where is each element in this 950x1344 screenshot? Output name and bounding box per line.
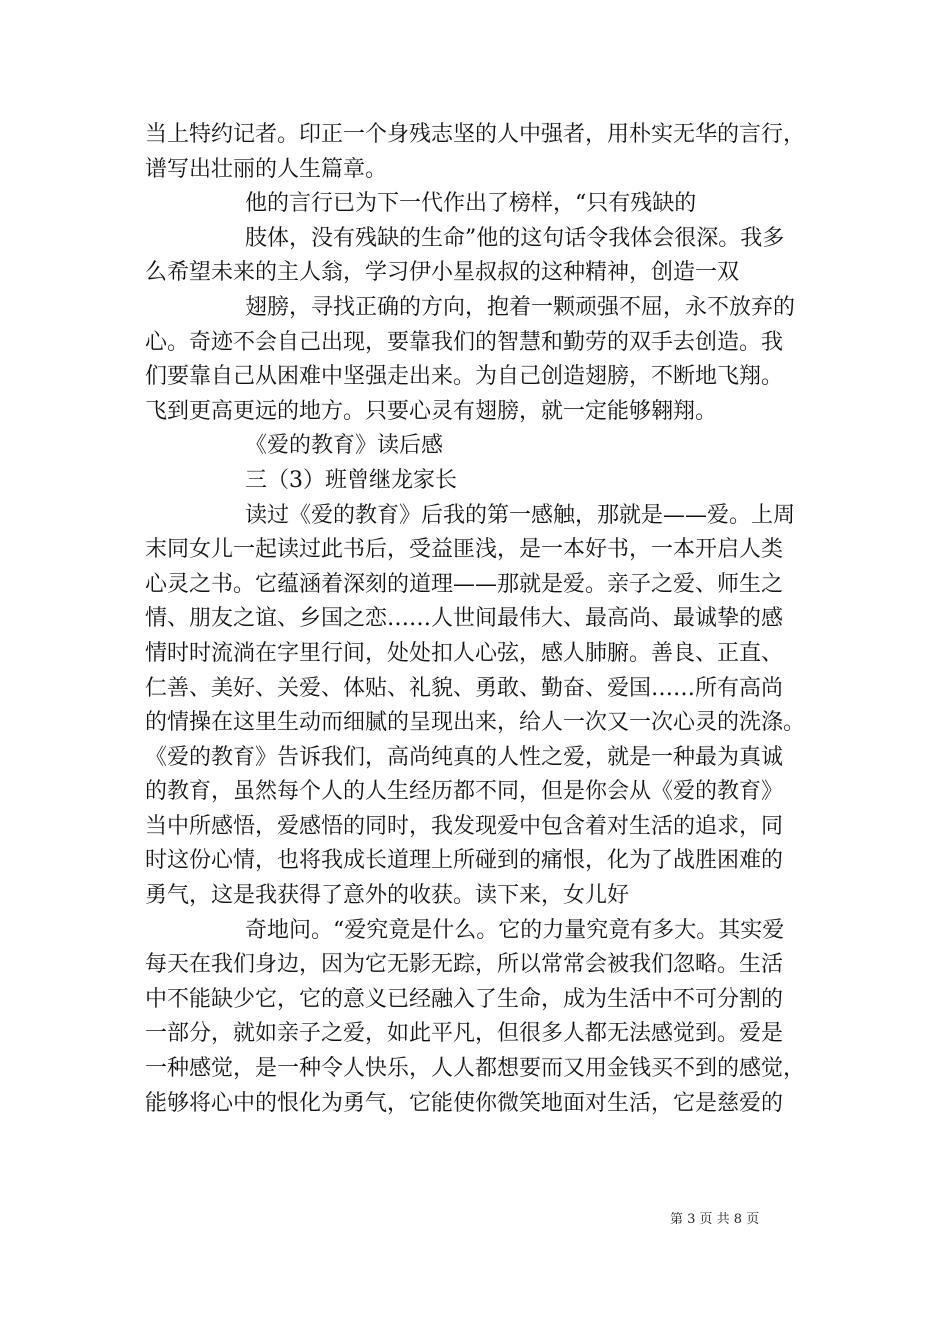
text-line: 勇气，这是我获得了意外的收获。读下来，女儿好 — [145, 883, 630, 909]
text-line: 当中所感悟，爱感悟的同时，我发现爱中包含着对生活的追求，同 — [145, 813, 784, 839]
text-line: 时这份心情，也将我成长道理上所碰到的痛恨，化为了战胜困难的 — [145, 848, 784, 874]
text-line: 心。奇迹不会自己出现，要靠我们的智慧和勤劳的双手去创造。我 — [145, 329, 784, 355]
text-line: 的教育，虽然每个人的人生经历都不同，但是你会从《爱的教育》 — [145, 779, 784, 805]
text-line: 一部分，就如亲子之爱，如此平凡，但很多人都无法感觉到。爱是 — [145, 1021, 784, 1047]
text-line: 读过《爱的教育》后我的第一感触，那就是——爱。上周 — [245, 502, 796, 528]
text-line: 末同女儿一起读过此书后，受益匪浅，是一本好书，一本开启人类 — [145, 537, 784, 563]
text-line: 谱写出壮丽的人生篇章。 — [145, 156, 388, 182]
text-line: 飞到更高更远的地方。只要心灵有翅膀，就一定能够翱翔。 — [145, 398, 718, 424]
text-line: 仁善、美好、关爱、体贴、礼貌、勇敢、勤奋、爱国……所有高尚 — [145, 675, 784, 701]
section-title: 《爱的教育》读后感 — [245, 433, 444, 459]
text-line: 们要靠自己从困难中坚强走出来。为自己创造翅膀，不断地飞翔。 — [145, 364, 784, 390]
text-line: 每天在我们身边，因为它无影无踪，所以常常会被我们忽略。生活 — [145, 952, 784, 978]
body-text — [145, 118, 825, 1121]
text-line: 他的言行已为下一代作出了榜样，“只有残缺的 — [245, 191, 697, 217]
text-line: 《爱的教育》告诉我们，高尚纯真的人性之爱，就是一种最为真诚 — [145, 744, 784, 770]
text-line: 的情操在这里生动而细腻的呈现出来，给人一次又一次心灵的洗涤。 — [145, 710, 806, 736]
text-line: 情时时流淌在字里行间，处处扣人心弦，感人肺腑。善良、正直、 — [145, 640, 784, 666]
author-line: 三（3）班曾继龙家长 — [245, 467, 457, 493]
text-line: 情、朋友之谊、乡国之恋……人世间最伟大、最高尚、最诚挚的感 — [145, 606, 784, 632]
text-line: 一种感觉，是一种令人快乐，人人都想要而又用金钱买不到的感觉， — [145, 1056, 806, 1082]
text-line: 么希望未来的主人翁，学习伊小星叔叔的这种精神，创造一双 — [145, 260, 740, 286]
text-line: 奇地问。“爱究竟是什么。它的力量究竟有多大。其实爱 — [245, 917, 785, 943]
page-number: 第 3 页 共 8 页 — [670, 1212, 760, 1227]
text-line: 能够将心中的恨化为勇气，它能使你微笑地面对生活，它是慈爱的 — [145, 1090, 784, 1116]
text-line: 中不能缺少它，它的意义已经融入了生命，成为生活中不可分割的 — [145, 986, 784, 1012]
text-line: 肢体，没有残缺的生命”他的这句话令我体会很深。我多 — [245, 225, 785, 251]
text-line: 当上特约记者。印正一个身残志坚的人中强者，用朴实无华的言行， — [145, 122, 806, 147]
text-line: 心灵之书。它蕴涵着深刻的道理——那就是爱。亲子之爱、师生之 — [145, 571, 784, 597]
text-line: 翅膀，寻找正确的方向，抱着一颗顽强不屈，永不放弃的 — [245, 294, 796, 320]
